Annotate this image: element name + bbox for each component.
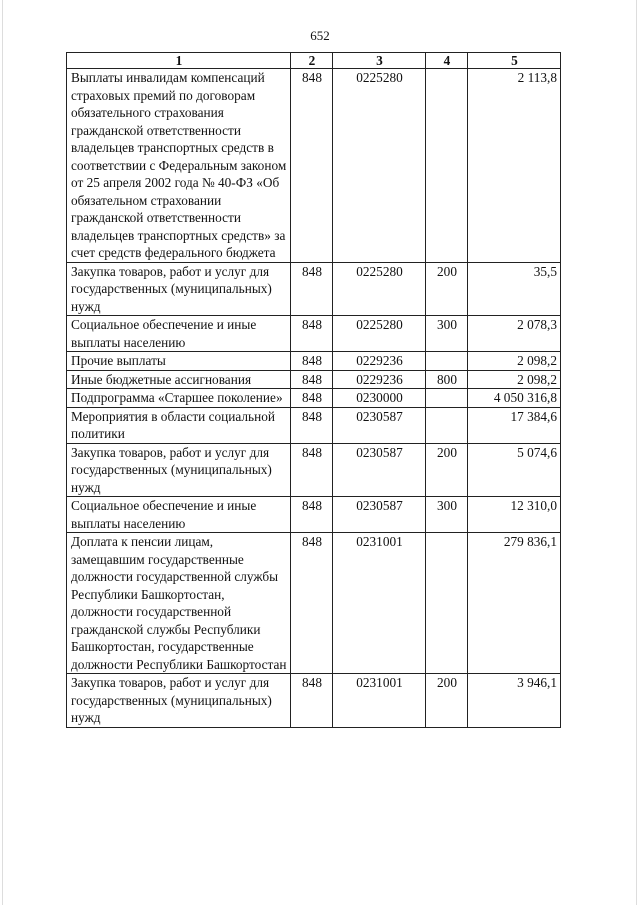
row-target-article-cell: 0225280 [333,316,426,352]
row-name-cell: Выплаты инвалидам компенсаций страховых премий по договорам обязательного страхования гражданской ответственности владельцев транспортных средств в соответствии с Федеральным законом от 25 апреля 2002 года № 40-ФЗ «Об обязательном страховании гражданской ответственности владельцев транспортных средств» за счет средств федерального бюджета [67,69,291,263]
row-target-article-cell: 0229236 [333,370,426,389]
row-amount-cell: 12 310,0 [468,497,561,533]
table-row [67,407,561,443]
row-expense-type-cell [426,389,468,408]
row-target-article-cell: 0230587 [333,407,426,443]
row-expense-type-cell: 200 [426,262,468,316]
row-code-cell: 848 [291,69,333,263]
column-header-2: 2 [291,53,333,69]
row-expense-type-cell: 300 [426,497,468,533]
scan-edge-left [2,0,3,905]
row-code-cell: 848 [291,533,333,674]
row-amount-cell: 2 098,2 [468,370,561,389]
row-amount-cell: 35,5 [468,262,561,316]
page-number: 652 [310,28,330,43]
row-code-cell: 848 [291,497,333,533]
row-expense-type-cell [426,69,468,263]
row-code-cell: 848 [291,443,333,497]
row-code-cell: 848 [291,370,333,389]
row-amount-cell: 2 078,3 [468,316,561,352]
row-target-article-cell: 0231001 [333,674,426,728]
row-code-cell: 848 [291,674,333,728]
row-expense-type-cell: 200 [426,674,468,728]
table-header-row [67,53,561,69]
row-amount-cell: 279 836,1 [468,533,561,674]
row-expense-type-cell: 200 [426,443,468,497]
row-code-cell: 848 [291,407,333,443]
column-header-5: 5 [468,53,561,69]
row-amount-cell: 2 098,2 [468,352,561,371]
row-code-cell: 848 [291,262,333,316]
budget-table [66,52,561,728]
row-target-article-cell: 0231001 [333,533,426,674]
row-name-cell: Мероприятия в области социальной политики [67,407,291,443]
table-row [67,69,561,263]
table-row [67,316,561,352]
row-target-article-cell: 0230587 [333,497,426,533]
row-name-cell: Закупка товаров, работ и услуг для государственных (муниципальных) нужд [67,443,291,497]
table-row [67,370,561,389]
row-amount-cell: 17 384,6 [468,407,561,443]
row-name-cell: Социальное обеспечение и иные выплаты населению [67,497,291,533]
row-expense-type-cell: 300 [426,316,468,352]
row-name-cell: Иные бюджетные ассигнования [67,370,291,389]
row-amount-cell: 4 050 316,8 [468,389,561,408]
row-target-article-cell: 0230000 [333,389,426,408]
row-expense-type-cell: 800 [426,370,468,389]
column-header-4: 4 [426,53,468,69]
column-header-1: 1 [67,53,291,69]
row-expense-type-cell [426,533,468,674]
column-header-3: 3 [333,53,426,69]
row-amount-cell: 2 113,8 [468,69,561,263]
row-code-cell: 848 [291,352,333,371]
row-target-article-cell: 0225280 [333,262,426,316]
row-target-article-cell: 0229236 [333,352,426,371]
row-name-cell: Закупка товаров, работ и услуг для государственных (муниципальных) нужд [67,674,291,728]
row-name-cell: Закупка товаров, работ и услуг для государственных (муниципальных) нужд [67,262,291,316]
table-row [67,497,561,533]
row-amount-cell: 3 946,1 [468,674,561,728]
table-row [67,533,561,674]
row-amount-cell: 5 074,6 [468,443,561,497]
row-name-cell: Подпрограмма «Старшее поколение» [67,389,291,408]
row-expense-type-cell [426,352,468,371]
row-code-cell: 848 [291,316,333,352]
row-target-article-cell: 0225280 [333,69,426,263]
row-expense-type-cell [426,407,468,443]
row-code-cell: 848 [291,389,333,408]
scan-edge-right [636,0,637,905]
row-name-cell: Прочие выплаты [67,352,291,371]
row-target-article-cell: 0230587 [333,443,426,497]
table-row [67,389,561,408]
table-row [67,352,561,371]
row-name-cell: Социальное обеспечение и иные выплаты населению [67,316,291,352]
table-row [67,262,561,316]
row-name-cell: Доплата к пенсии лицам, замещавшим государственные должности государственной службы Республики Башкортостан, должности государственной гражданской службы Республики Башкортостан, государственные должности Республики Башкортостан [67,533,291,674]
table-row [67,674,561,728]
table-row [67,443,561,497]
